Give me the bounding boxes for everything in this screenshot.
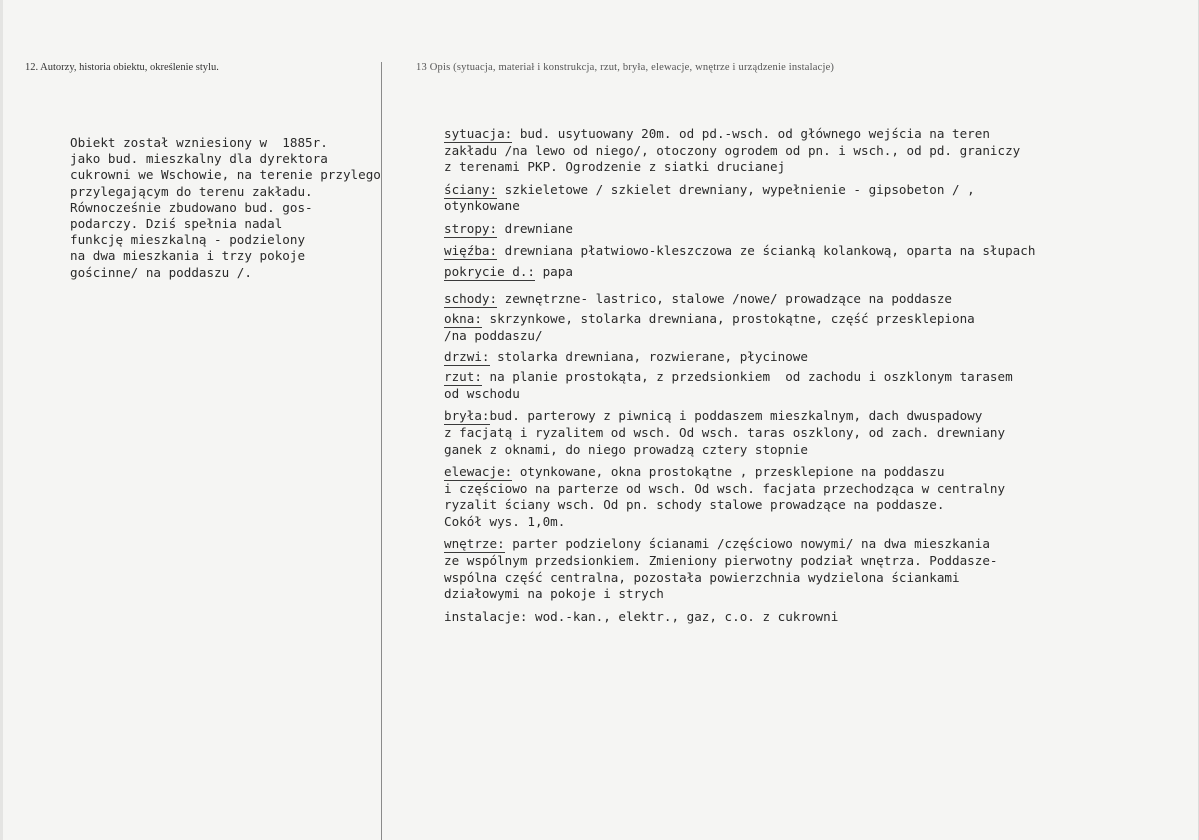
entry-term: sytuacja: [444, 126, 513, 141]
description-entry [444, 609, 1184, 626]
entry-text: na planie prostokąta, z przedsionkiem od zachodu i oszklonym tarasem od wschodu [444, 369, 1013, 401]
description-entry [444, 221, 1184, 238]
description-entry [444, 536, 1184, 602]
entry-text: drewniane [497, 220, 573, 236]
description-entry [444, 464, 1184, 530]
description-entry [444, 349, 1184, 366]
description-entry [444, 311, 1184, 344]
entry-text: bud. usytuowany 20m. od pd.-wsch. od głównego wejścia na teren zakładu /na lewo od niego/, otoczony ogrodem od pn. i wsch., od pd. graniczy z terenami PKP. Ogrodzenie z siatki drucianej [444, 126, 1021, 175]
description-entry [444, 243, 1184, 260]
entry-term: bryła: [444, 408, 490, 424]
entry-text: stolarka drewniana, rozwierane, płycinowe [489, 348, 808, 364]
history-text: Obiekt został wzniesiony w 1885r. jako bud. mieszkalny dla dyrektora cukrowni we Wschowie, na terenie przylego przylegającym do terenu zakładu. Równocześnie zbudowano bud. gos- podarczy. Dziś spełnia nadal funkcję mieszkalną - podzielony na dwa mieszkania i trzy pokoje gościnne/ na poddaszu /. [70, 135, 381, 280]
description-entry [444, 182, 1184, 215]
entry-term: wnętrze: [444, 536, 505, 552]
description-entry [444, 408, 1184, 458]
entry-text: papa [535, 264, 573, 280]
entry-term: pokrycie d.: [444, 264, 535, 280]
entry-text: bud. parterowy z piwnicą i poddaszem mieszkalnym, dach dwuspadowy z facjatą i ryzalitem od wsch. Od wsch. taras oszklony, od zach. drewniany ganek z oknami, do niego prowadzą cztery stopnie [444, 408, 1006, 457]
description-entry [444, 369, 1184, 402]
entry-text: otynkowane, okna prostokątne , przesklepione na poddaszu i częściowo na parterze od wsch. Od wsch. facjata przechodząca w centralny ryzalit ściany wsch. Od pn. schody stalowe prowadzące na poddasze. Cokół wys. 1,0m. [444, 464, 1006, 529]
entry-term: więźba: [444, 242, 498, 258]
entry-text: szkieletowe / szkielet drewniany, wypełnienie - gipsobeton / , otynkowane [444, 181, 975, 214]
entry-text: wod.-kan., elektr., gaz, c.o. z cukrowni [527, 608, 839, 624]
entry-text: skrzynkowe, stolarka drewniana, prostokątne, część przesklepiona /na poddaszu/ [444, 311, 975, 343]
entry-term: drzwi: [444, 348, 490, 364]
entry-term: ściany: [444, 181, 498, 197]
description-list [444, 126, 1184, 625]
entry-term: rzut: [444, 369, 482, 385]
entry-term: okna: [444, 311, 482, 327]
entry-text: zewnętrzne- lastrico, stalowe /nowe/ prowadzące na poddasze [497, 290, 953, 306]
entry-term: instalacje: [444, 608, 528, 624]
section-12-heading: 12. Autorzy, historia obiektu, określenie stylu. [25, 62, 219, 73]
description-entry [444, 126, 1184, 176]
section-13-heading: 13 Opis (sytuacja, materiał i konstrukcja, rzut, bryła, elewacje, wnętrze i urządzenie instalacje) [416, 62, 835, 73]
entry-term: schody: [444, 290, 498, 306]
entry-term: elewacje: [444, 464, 513, 480]
entry-text: drewniana płatwiowo-kleszczowa ze ścianką kolankową, oparta na słupach [497, 242, 1036, 258]
entry-term: stropy: [444, 220, 498, 236]
description-entry [444, 264, 1184, 281]
description-entry [444, 291, 1184, 308]
entry-text: parter podzielony ścianami /częściowo nowymi/ na dwa mieszkania ze wspólnym przedsionkiem. Zmieniony pierwotny podział wnętrza. Poddasze- wspólna część centralna, pozostała powierzchnia wydzielona ściankami działowymi na pokoje i strych [444, 536, 998, 602]
column-divider [381, 62, 382, 840]
